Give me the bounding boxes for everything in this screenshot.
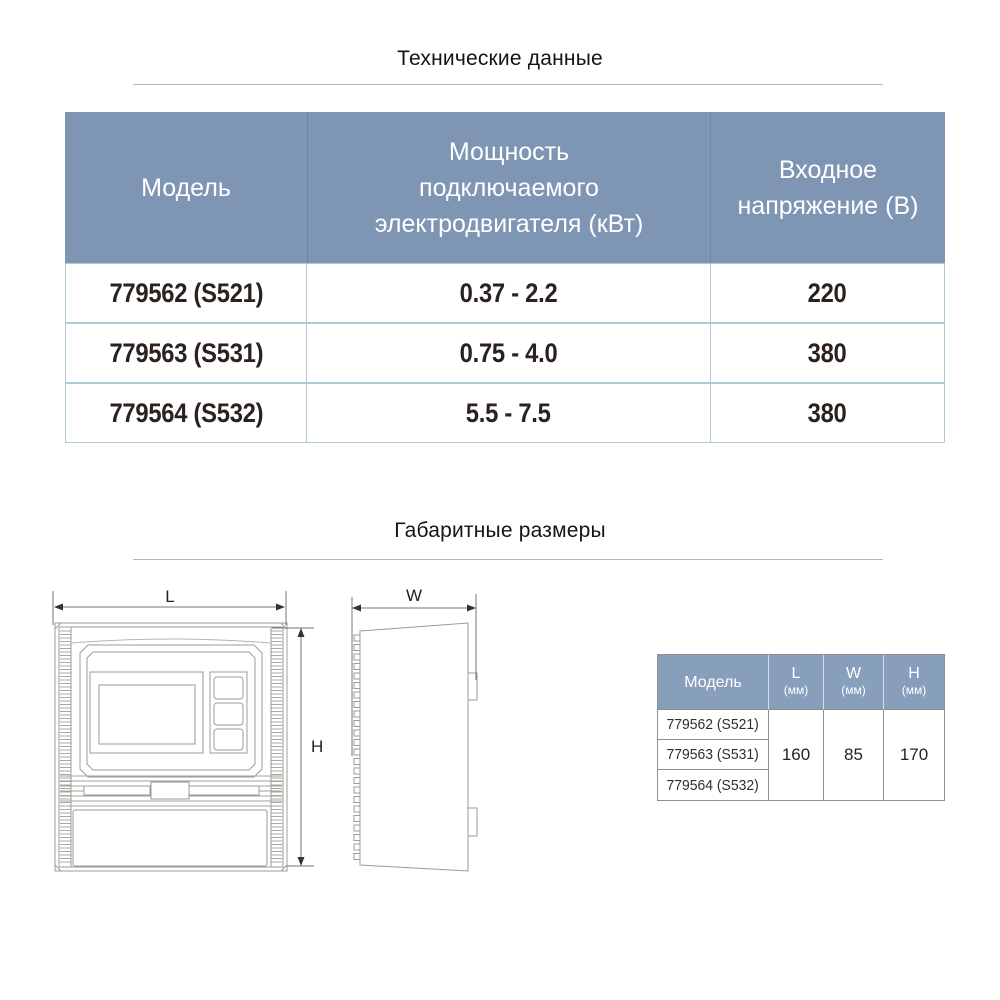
dim-header-l: L (мм)	[769, 655, 824, 710]
dim-W	[352, 586, 476, 756]
dim-L	[53, 587, 286, 625]
side-teeth	[354, 635, 360, 860]
specs-header-power	[307, 112, 711, 263]
dim-header-h: H (мм)	[884, 655, 944, 710]
label-H: H	[311, 737, 324, 756]
button-2	[214, 703, 243, 725]
dim-value-l: 160	[769, 710, 824, 800]
label-W: W	[405, 586, 423, 605]
specs-header-power-line2: подключаемого	[419, 173, 599, 202]
spec-cell-voltage-3: 380	[711, 383, 945, 443]
spec-cell-voltage-1: 220	[711, 263, 945, 323]
button-panel	[210, 672, 247, 753]
spec-cell-model-3: 779564 (S532)	[65, 383, 307, 443]
front-bezel-inner	[87, 652, 255, 770]
specs-header-voltage-line2: напряжение (В)	[737, 191, 919, 220]
dimension-drawing	[0, 585, 520, 895]
front-bezel-outer	[80, 645, 262, 777]
dim-model-3: 779564 (S532)	[658, 770, 769, 800]
spec-cell-model-1: 779562 (S521)	[65, 263, 307, 323]
dim-model-1: 779562 (S521)	[658, 710, 769, 740]
spec-cell-power-2: 0.75 - 4.0	[307, 323, 711, 383]
dimensions-title-divider	[133, 559, 883, 560]
front-top-arc	[71, 639, 271, 643]
band-bar-left	[84, 786, 150, 795]
side-body	[360, 623, 468, 871]
dimensions-table	[657, 654, 945, 801]
specs-header-model-line: Модель	[141, 173, 231, 202]
front-lower-panel	[73, 810, 267, 866]
specs-title-divider	[133, 84, 883, 85]
display-screen	[99, 685, 195, 744]
front-ribs-right	[271, 631, 282, 862]
specs-title: Технические данные	[397, 47, 603, 70]
dim-header-model: Модель	[658, 655, 769, 710]
dim-model-2: 779563 (S531)	[658, 740, 769, 770]
dim-value-h: 170	[884, 710, 944, 800]
button-1	[214, 677, 243, 699]
side-tab-bottom	[468, 808, 477, 836]
dim-value-w: 85	[824, 710, 884, 800]
spec-cell-voltage-2: 380	[711, 323, 945, 383]
specs-header-voltage-line1: Входное	[778, 155, 878, 184]
spec-cell-power-1: 0.37 - 2.2	[307, 263, 711, 323]
label-L: L	[165, 587, 175, 606]
display-frame	[90, 672, 203, 753]
side-view	[352, 586, 477, 871]
specs-header-model	[65, 112, 307, 263]
specs-header-power-line3: электродвигателя (кВт)	[374, 209, 644, 238]
button-3	[214, 729, 243, 750]
dimensions-title: Габаритные размеры	[394, 519, 606, 542]
band-center-block	[151, 782, 189, 799]
specs-header-power-line1: Мощность	[448, 137, 570, 166]
band-bar-right	[189, 786, 259, 795]
spec-cell-power-3: 5.5 - 7.5	[307, 383, 711, 443]
front-view	[53, 587, 323, 871]
spec-cell-model-2: 779563 (S531)	[65, 323, 307, 383]
front-ribs-left	[60, 631, 71, 862]
specs-header-voltage	[711, 112, 945, 263]
specs-table	[65, 112, 945, 443]
dim-header-w: W (мм)	[824, 655, 884, 710]
